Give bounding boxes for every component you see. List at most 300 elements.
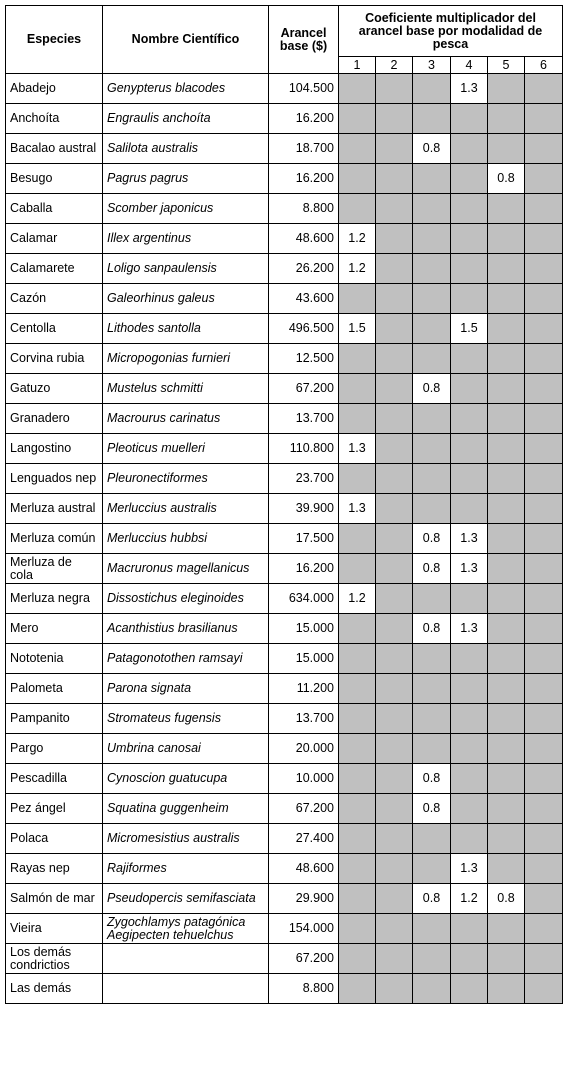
coefficient-cell: 1.2 xyxy=(339,224,376,254)
coefficient-cell xyxy=(525,344,563,374)
header-modalidad: 3 xyxy=(413,57,451,74)
coefficient-cell xyxy=(488,614,525,644)
coefficient-cell xyxy=(413,74,451,104)
table-row xyxy=(6,734,563,764)
coefficient-cell xyxy=(451,464,488,494)
scientific-name-cell: Merluccius australis xyxy=(103,494,269,524)
coefficient-cell xyxy=(488,554,525,584)
coefficient-cell xyxy=(451,434,488,464)
coefficient-cell xyxy=(376,74,413,104)
coefficient-cell xyxy=(525,644,563,674)
coefficient-cell xyxy=(339,614,376,644)
coefficient-cell xyxy=(413,224,451,254)
species-cell: Calamarete xyxy=(6,254,103,284)
coefficient-cell xyxy=(525,134,563,164)
coefficient-cell xyxy=(488,914,525,944)
species-cell: Polaca xyxy=(6,824,103,854)
coefficient-cell xyxy=(376,284,413,314)
coefficient-cell xyxy=(376,854,413,884)
coefficient-cell xyxy=(376,464,413,494)
coefficient-cell xyxy=(339,74,376,104)
coefficient-cell xyxy=(488,734,525,764)
coefficient-cell xyxy=(376,974,413,1004)
coefficient-cell xyxy=(413,974,451,1004)
species-cell: Bacalao austral xyxy=(6,134,103,164)
coefficient-cell xyxy=(413,734,451,764)
species-cell: Nototenia xyxy=(6,644,103,674)
species-cell: Anchoíta xyxy=(6,104,103,134)
coefficient-cell xyxy=(525,614,563,644)
coefficient-cell xyxy=(339,194,376,224)
arancel-cell: 16.200 xyxy=(269,554,339,584)
table-row xyxy=(6,704,563,734)
table-row xyxy=(6,674,563,704)
coefficient-cell xyxy=(413,494,451,524)
coefficient-cell: 0.8 xyxy=(413,134,451,164)
coefficient-cell xyxy=(339,734,376,764)
arancel-cell: 8.800 xyxy=(269,974,339,1004)
arancel-cell: 17.500 xyxy=(269,524,339,554)
coefficient-cell xyxy=(488,434,525,464)
scientific-name-cell: Pagrus pagrus xyxy=(103,164,269,194)
coefficient-cell xyxy=(451,254,488,284)
coefficient-cell xyxy=(451,974,488,1004)
table-row xyxy=(6,254,563,284)
arancel-cell: 13.700 xyxy=(269,404,339,434)
scientific-name-cell: Dissostichus eleginoides xyxy=(103,584,269,614)
table-row xyxy=(6,914,563,944)
coefficient-cell: 0.8 xyxy=(413,524,451,554)
coefficient-cell xyxy=(525,914,563,944)
scientific-name-cell: Zygochlamys patagónica Aegipecten tehuelchus xyxy=(103,914,269,944)
species-cell: Calamar xyxy=(6,224,103,254)
coefficient-cell xyxy=(488,224,525,254)
coefficient-cell xyxy=(488,524,525,554)
species-cell: Pargo xyxy=(6,734,103,764)
coefficient-cell xyxy=(376,434,413,464)
arancel-cell: 29.900 xyxy=(269,884,339,914)
coefficient-cell xyxy=(525,164,563,194)
coefficient-cell xyxy=(488,704,525,734)
table-row xyxy=(6,434,563,464)
coefficient-cell xyxy=(376,194,413,224)
scientific-name-cell: Galeorhinus galeus xyxy=(103,284,269,314)
coefficient-cell: 0.8 xyxy=(413,764,451,794)
arancel-cell: 48.600 xyxy=(269,224,339,254)
coefficient-cell xyxy=(525,314,563,344)
coefficient-cell xyxy=(488,644,525,674)
coefficient-cell xyxy=(525,764,563,794)
coefficient-cell xyxy=(451,644,488,674)
scientific-name-cell: Loligo sanpaulensis xyxy=(103,254,269,284)
coefficient-cell xyxy=(376,254,413,284)
coefficient-cell xyxy=(413,914,451,944)
coefficient-cell xyxy=(413,164,451,194)
coefficient-cell xyxy=(413,674,451,704)
arancel-cell: 11.200 xyxy=(269,674,339,704)
coefficient-cell xyxy=(525,374,563,404)
coefficient-cell xyxy=(413,254,451,284)
coefficient-cell xyxy=(488,194,525,224)
arancel-cell: 12.500 xyxy=(269,344,339,374)
table-row xyxy=(6,374,563,404)
coefficient-cell xyxy=(525,284,563,314)
coefficient-cell xyxy=(488,374,525,404)
scientific-name-cell: Illex argentinus xyxy=(103,224,269,254)
header-modalidad: 5 xyxy=(488,57,525,74)
header-modalidad: 4 xyxy=(451,57,488,74)
coefficient-cell xyxy=(376,704,413,734)
coefficient-cell xyxy=(413,824,451,854)
coefficient-cell xyxy=(413,854,451,884)
coefficient-cell xyxy=(376,344,413,374)
coefficient-cell xyxy=(525,104,563,134)
coefficient-cell xyxy=(525,674,563,704)
coefficient-cell xyxy=(413,944,451,974)
coefficient-cell xyxy=(413,314,451,344)
coefficient-cell xyxy=(525,554,563,584)
coefficient-cell xyxy=(376,944,413,974)
species-cell: Merluza austral xyxy=(6,494,103,524)
scientific-name-cell: Pleoticus muelleri xyxy=(103,434,269,464)
coefficient-cell xyxy=(451,194,488,224)
coefficient-cell xyxy=(376,224,413,254)
coefficient-cell xyxy=(339,554,376,584)
table-row xyxy=(6,164,563,194)
coefficient-cell xyxy=(339,404,376,434)
coefficient-cell xyxy=(525,524,563,554)
coefficient-cell xyxy=(413,704,451,734)
scientific-name-cell: Scomber japonicus xyxy=(103,194,269,224)
coefficient-cell xyxy=(339,134,376,164)
coefficient-cell xyxy=(376,734,413,764)
coefficient-cell xyxy=(525,254,563,284)
table-row xyxy=(6,194,563,224)
coefficient-cell xyxy=(525,404,563,434)
arancel-cell: 634.000 xyxy=(269,584,339,614)
table-row xyxy=(6,104,563,134)
coefficient-cell xyxy=(451,494,488,524)
coefficient-cell xyxy=(525,884,563,914)
coefficient-cell xyxy=(339,164,376,194)
coefficient-cell xyxy=(339,794,376,824)
coefficient-cell xyxy=(525,194,563,224)
coefficient-cell xyxy=(376,554,413,584)
coefficient-cell xyxy=(488,344,525,374)
species-cell: Granadero xyxy=(6,404,103,434)
coefficient-cell: 0.8 xyxy=(413,884,451,914)
coefficient-cell xyxy=(451,764,488,794)
coefficient-cell xyxy=(413,104,451,134)
coefficient-cell xyxy=(451,374,488,404)
coefficient-cell xyxy=(451,284,488,314)
species-cell: Besugo xyxy=(6,164,103,194)
coefficient-cell xyxy=(376,104,413,134)
coefficient-cell xyxy=(339,914,376,944)
scientific-name-cell xyxy=(103,944,269,974)
coefficient-cell: 0.8 xyxy=(413,614,451,644)
table-row xyxy=(6,794,563,824)
scientific-name-cell: Salilota australis xyxy=(103,134,269,164)
arancel-cell: 43.600 xyxy=(269,284,339,314)
scientific-name-cell: Umbrina canosai xyxy=(103,734,269,764)
species-cell: Gatuzo xyxy=(6,374,103,404)
coefficient-cell xyxy=(451,134,488,164)
table-row xyxy=(6,614,563,644)
coefficient-cell xyxy=(339,884,376,914)
scientific-name-cell: Rajiformes xyxy=(103,854,269,884)
arancel-cell: 18.700 xyxy=(269,134,339,164)
arancel-cell: 67.200 xyxy=(269,374,339,404)
scientific-name-cell: Micromesistius australis xyxy=(103,824,269,854)
coefficient-cell xyxy=(488,764,525,794)
table-row xyxy=(6,74,563,104)
coefficient-cell xyxy=(488,974,525,1004)
coefficient-cell xyxy=(525,944,563,974)
coefficient-cell xyxy=(339,524,376,554)
coefficient-cell xyxy=(451,944,488,974)
scientific-name-cell: Pleuronectiformes xyxy=(103,464,269,494)
arancel-cell: 15.000 xyxy=(269,644,339,674)
table-row xyxy=(6,224,563,254)
coefficient-cell xyxy=(339,674,376,704)
header-modalidad: 6 xyxy=(525,57,563,74)
coefficient-cell xyxy=(488,134,525,164)
scientific-name-cell: Engraulis anchoíta xyxy=(103,104,269,134)
arancel-cell: 48.600 xyxy=(269,854,339,884)
arancel-table xyxy=(5,5,563,1004)
species-cell: Lenguados nep xyxy=(6,464,103,494)
scientific-name-cell: Mustelus schmitti xyxy=(103,374,269,404)
table-row xyxy=(6,134,563,164)
header-row xyxy=(6,6,563,57)
scientific-name-cell: Squatina guggenheim xyxy=(103,794,269,824)
species-cell: Merluza de cola xyxy=(6,554,103,584)
species-cell: Caballa xyxy=(6,194,103,224)
species-cell: Pez ángel xyxy=(6,794,103,824)
scientific-name-cell: Patagonotothen ramsayi xyxy=(103,644,269,674)
arancel-cell: 10.000 xyxy=(269,764,339,794)
coefficient-cell xyxy=(376,764,413,794)
species-cell: Pampanito xyxy=(6,704,103,734)
coefficient-cell xyxy=(339,344,376,374)
coefficient-cell xyxy=(376,824,413,854)
species-cell: Langostino xyxy=(6,434,103,464)
scientific-name-cell: Macrourus carinatus xyxy=(103,404,269,434)
coefficient-cell xyxy=(451,224,488,254)
coefficient-cell xyxy=(413,464,451,494)
arancel-cell: 67.200 xyxy=(269,944,339,974)
coefficient-cell: 0.8 xyxy=(413,554,451,584)
coefficient-cell xyxy=(451,104,488,134)
coefficient-cell: 1.3 xyxy=(451,74,488,104)
scientific-name-cell: Parona signata xyxy=(103,674,269,704)
arancel-cell: 23.700 xyxy=(269,464,339,494)
species-cell: Los demás condrictios xyxy=(6,944,103,974)
arancel-cell: 110.800 xyxy=(269,434,339,464)
header-modalidad: 2 xyxy=(376,57,413,74)
arancel-cell: 20.000 xyxy=(269,734,339,764)
species-cell: Cazón xyxy=(6,284,103,314)
coefficient-cell xyxy=(525,584,563,614)
table-row xyxy=(6,884,563,914)
arancel-cell: 104.500 xyxy=(269,74,339,104)
coefficient-cell: 1.2 xyxy=(339,584,376,614)
coefficient-cell xyxy=(488,944,525,974)
arancel-cell: 496.500 xyxy=(269,314,339,344)
coefficient-cell xyxy=(413,404,451,434)
table-row xyxy=(6,524,563,554)
coefficient-cell: 1.3 xyxy=(451,854,488,884)
table-row xyxy=(6,944,563,974)
scientific-name-cell: Pseudopercis semifasciata xyxy=(103,884,269,914)
coefficient-cell: 1.5 xyxy=(339,314,376,344)
coefficient-cell xyxy=(376,914,413,944)
coefficient-cell xyxy=(339,944,376,974)
coefficient-cell xyxy=(525,734,563,764)
table-row xyxy=(6,974,563,1004)
coefficient-cell xyxy=(525,824,563,854)
species-cell: Merluza negra xyxy=(6,584,103,614)
coefficient-cell xyxy=(376,374,413,404)
coefficient-cell: 1.3 xyxy=(451,554,488,584)
species-cell: Centolla xyxy=(6,314,103,344)
table-row xyxy=(6,344,563,374)
scientific-name-cell: Acanthistius brasilianus xyxy=(103,614,269,644)
coefficient-cell xyxy=(376,524,413,554)
scientific-name-cell: Genypterus blacodes xyxy=(103,74,269,104)
coefficient-cell xyxy=(488,674,525,704)
coefficient-cell xyxy=(451,164,488,194)
coefficient-cell xyxy=(488,824,525,854)
coefficient-cell xyxy=(376,404,413,434)
table-row xyxy=(6,494,563,524)
coefficient-cell xyxy=(451,404,488,434)
scientific-name-cell: Cynoscion guatucupa xyxy=(103,764,269,794)
coefficient-cell xyxy=(488,284,525,314)
header-arancel: Arancel base ($) xyxy=(269,6,339,74)
coefficient-cell xyxy=(413,434,451,464)
coefficient-cell xyxy=(488,254,525,284)
table-row xyxy=(6,644,563,674)
coefficient-cell xyxy=(451,734,488,764)
coefficient-cell xyxy=(488,794,525,824)
coefficient-cell: 1.3 xyxy=(451,614,488,644)
coefficient-cell xyxy=(525,434,563,464)
coefficient-cell xyxy=(376,584,413,614)
coefficient-cell xyxy=(376,314,413,344)
arancel-cell: 154.000 xyxy=(269,914,339,944)
coefficient-cell xyxy=(339,974,376,1004)
arancel-cell: 26.200 xyxy=(269,254,339,284)
arancel-cell: 27.400 xyxy=(269,824,339,854)
scientific-name-cell: Micropogonias furnieri xyxy=(103,344,269,374)
coefficient-cell xyxy=(525,794,563,824)
coefficient-cell xyxy=(488,584,525,614)
coefficient-cell: 1.3 xyxy=(339,494,376,524)
table-row xyxy=(6,584,563,614)
table-row xyxy=(6,404,563,434)
scientific-name-cell xyxy=(103,974,269,1004)
table-body xyxy=(6,74,563,1004)
arancel-cell: 8.800 xyxy=(269,194,339,224)
coefficient-cell xyxy=(339,644,376,674)
header-especies: Especies xyxy=(6,6,103,74)
species-cell: Palometa xyxy=(6,674,103,704)
coefficient-cell xyxy=(339,374,376,404)
species-cell: Mero xyxy=(6,614,103,644)
coefficient-cell xyxy=(451,794,488,824)
coefficient-cell xyxy=(451,344,488,374)
table-row xyxy=(6,314,563,344)
coefficient-cell xyxy=(488,464,525,494)
species-cell: Pescadilla xyxy=(6,764,103,794)
coefficient-cell: 1.2 xyxy=(451,884,488,914)
coefficient-cell xyxy=(488,104,525,134)
header-coeficiente: Coeficiente multiplicador del arancel base por modalidad de pesca xyxy=(339,6,563,57)
coefficient-cell xyxy=(525,704,563,734)
coefficient-cell xyxy=(376,494,413,524)
species-cell: Salmón de mar xyxy=(6,884,103,914)
coefficient-cell: 1.2 xyxy=(339,254,376,284)
scientific-name-cell: Stromateus fugensis xyxy=(103,704,269,734)
coefficient-cell xyxy=(376,674,413,704)
coefficient-cell xyxy=(488,854,525,884)
coefficient-cell xyxy=(376,794,413,824)
coefficient-cell xyxy=(339,104,376,134)
species-cell: Abadejo xyxy=(6,74,103,104)
table-row xyxy=(6,854,563,884)
coefficient-cell: 0.8 xyxy=(488,164,525,194)
arancel-cell: 67.200 xyxy=(269,794,339,824)
coefficient-cell xyxy=(376,644,413,674)
coefficient-cell xyxy=(413,284,451,314)
coefficient-cell xyxy=(339,824,376,854)
coefficient-cell xyxy=(339,704,376,734)
coefficient-cell xyxy=(376,614,413,644)
coefficient-cell xyxy=(451,914,488,944)
species-cell: Corvina rubia xyxy=(6,344,103,374)
header-modalidad: 1 xyxy=(339,57,376,74)
coefficient-cell xyxy=(488,404,525,434)
coefficient-cell: 1.3 xyxy=(451,524,488,554)
arancel-cell: 39.900 xyxy=(269,494,339,524)
arancel-cell: 15.000 xyxy=(269,614,339,644)
coefficient-cell: 1.5 xyxy=(451,314,488,344)
table-row xyxy=(6,764,563,794)
species-cell: Rayas nep xyxy=(6,854,103,884)
arancel-cell: 16.200 xyxy=(269,104,339,134)
arancel-cell: 13.700 xyxy=(269,704,339,734)
table-row xyxy=(6,824,563,854)
scientific-name-cell: Macruronus magellanicus xyxy=(103,554,269,584)
coefficient-cell xyxy=(376,134,413,164)
coefficient-cell xyxy=(525,494,563,524)
coefficient-cell xyxy=(339,854,376,884)
species-cell: Las demás xyxy=(6,974,103,1004)
arancel-cell: 16.200 xyxy=(269,164,339,194)
scientific-name-cell: Merluccius hubbsi xyxy=(103,524,269,554)
header-nombre-cientifico: Nombre Científico xyxy=(103,6,269,74)
coefficient-cell: 0.8 xyxy=(488,884,525,914)
coefficient-cell xyxy=(413,344,451,374)
coefficient-cell xyxy=(376,164,413,194)
coefficient-cell xyxy=(339,464,376,494)
coefficient-cell xyxy=(451,584,488,614)
coefficient-cell xyxy=(525,224,563,254)
coefficient-cell xyxy=(525,974,563,1004)
coefficient-cell xyxy=(451,674,488,704)
